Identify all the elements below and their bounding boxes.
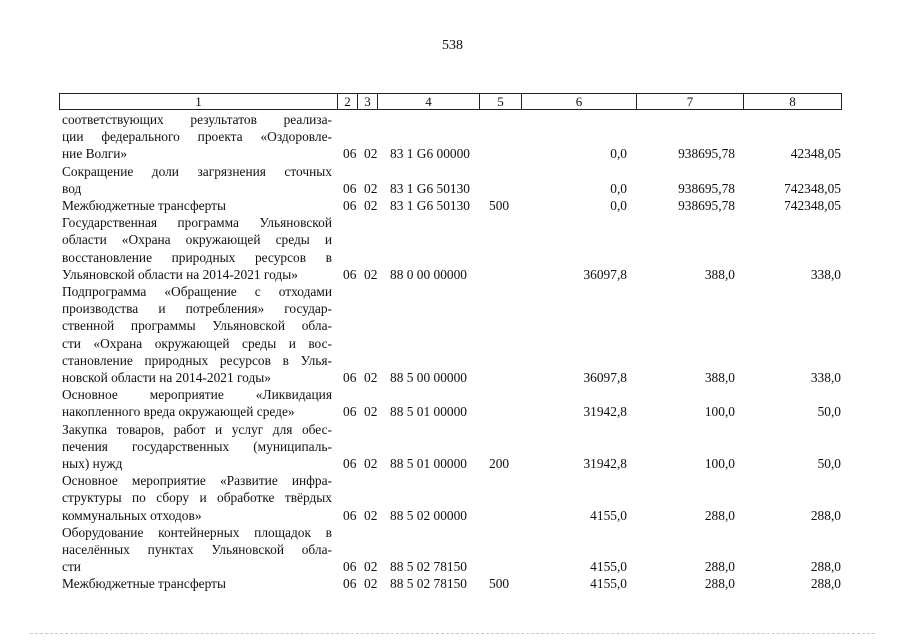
row-name-line: сти xyxy=(62,559,81,575)
subsection-code: 02 xyxy=(364,576,378,592)
row-name-line: Межбюджетные трансферты xyxy=(62,576,226,592)
table-row xyxy=(0,111,905,163)
row-name-line: ных) нужд xyxy=(62,456,123,472)
amount-col-7: 288,0 xyxy=(704,559,735,575)
row-values xyxy=(0,558,905,575)
amount-col-8: 288,0 xyxy=(810,576,841,592)
table-row xyxy=(0,283,905,386)
row-name-line: коммунальных отходов» xyxy=(62,507,202,523)
row-name-line: соответствующих результатов реализа- xyxy=(62,112,332,127)
subsection-code: 02 xyxy=(364,456,378,472)
amount-col-8: 42348,05 xyxy=(790,146,841,162)
amount-col-8: 288,0 xyxy=(810,507,841,523)
target-article-code: 88 5 00 00000 xyxy=(390,370,467,386)
amount-col-6: 31942,8 xyxy=(583,404,627,420)
table-row xyxy=(0,421,905,473)
column-header-table xyxy=(59,93,842,110)
table-row xyxy=(0,524,905,576)
amount-col-8: 50,0 xyxy=(817,456,841,472)
row-name-line: ние Волги» xyxy=(62,146,128,162)
amount-col-7: 388,0 xyxy=(704,266,735,282)
subsection-code: 02 xyxy=(364,266,378,282)
row-values xyxy=(0,455,905,472)
subsection-code: 02 xyxy=(364,404,378,420)
target-article-code: 83 1 G6 50130 xyxy=(390,180,470,196)
subsection-code: 02 xyxy=(364,507,378,523)
amount-col-7: 288,0 xyxy=(704,576,735,592)
expense-type-code: 500 xyxy=(489,576,510,592)
subsection-code: 02 xyxy=(364,198,378,214)
row-name-line: становление природных ресурсов в Улья- xyxy=(62,352,332,368)
row-name-line: Основное мероприятие «Ликвидация xyxy=(62,387,332,403)
amount-col-7: 288,0 xyxy=(704,507,735,523)
column-header-2: 2 xyxy=(338,94,358,110)
section-code: 06 xyxy=(343,146,357,162)
row-name-line: области «Охрана окружающей среды и xyxy=(62,232,332,248)
amount-col-7: 100,0 xyxy=(704,456,735,472)
target-article-code: 88 5 01 00000 xyxy=(390,404,467,420)
table-row xyxy=(0,472,905,524)
row-name-line: населённых пунктах Ульяновской обла- xyxy=(62,542,332,558)
row-name-line: восстановление природных ресурсов в xyxy=(62,249,332,265)
row-name-line: печения государственных (муниципаль- xyxy=(62,438,332,454)
row-name-line: сти «Охрана окружающей среды и вос- xyxy=(62,335,332,351)
amount-col-7: 938695,78 xyxy=(678,198,735,214)
row-values xyxy=(0,507,905,524)
target-article-code: 88 5 01 00000 xyxy=(390,456,467,472)
amount-col-7: 100,0 xyxy=(704,404,735,420)
row-name-line: Подпрограмма «Обращение с отходами xyxy=(62,284,332,300)
amount-col-6: 4155,0 xyxy=(590,507,627,523)
amount-col-6: 36097,8 xyxy=(583,370,627,386)
amount-col-6: 36097,8 xyxy=(583,266,627,282)
row-name-line: Оборудование контейнерных площадок в xyxy=(62,524,332,540)
amount-col-7: 388,0 xyxy=(704,370,735,386)
row-name-line: ции федерального проекта «Оздоровле- xyxy=(62,129,332,145)
row-values xyxy=(0,197,905,214)
amount-col-8: 338,0 xyxy=(810,370,841,386)
page-number: 538 xyxy=(442,38,463,53)
row-name-line: Основное мероприятие «Развитие инфра- xyxy=(62,473,332,489)
subsection-code: 02 xyxy=(364,146,378,162)
row-name-line: Государственная программа Ульяновской xyxy=(62,215,332,231)
row-values xyxy=(0,369,905,386)
amount-col-6: 0,0 xyxy=(610,198,627,214)
target-article-code: 83 1 G6 00000 xyxy=(390,146,470,162)
section-code: 06 xyxy=(343,507,357,523)
budget-table-body xyxy=(0,111,905,593)
row-name-line: производства и потребления» государ- xyxy=(62,301,332,317)
section-code: 06 xyxy=(343,559,357,575)
column-header-8: 8 xyxy=(744,94,842,110)
subsection-code: 02 xyxy=(364,370,378,386)
amount-col-7: 938695,78 xyxy=(678,146,735,162)
table-row xyxy=(0,197,905,214)
column-header-1: 1 xyxy=(60,94,338,110)
target-article-code: 88 5 02 78150 xyxy=(390,576,467,592)
amount-col-6: 4155,0 xyxy=(590,559,627,575)
row-name-line: Сокращение доли загрязнения сточных xyxy=(62,163,332,179)
column-header-row xyxy=(60,94,842,110)
row-name-line: ственной программы Ульяновской обла- xyxy=(62,318,332,334)
amount-col-6: 4155,0 xyxy=(590,576,627,592)
expense-type-code: 200 xyxy=(489,456,510,472)
section-code: 06 xyxy=(343,370,357,386)
table-row xyxy=(0,214,905,283)
table-row xyxy=(0,163,905,197)
row-name-line: структуры по сбору и обработке твёрдых xyxy=(62,490,332,506)
row-name-line: Закупка товаров, работ и услуг для обес- xyxy=(62,421,332,437)
table-row xyxy=(0,575,905,592)
column-header-7: 7 xyxy=(637,94,744,110)
amount-col-8: 742348,05 xyxy=(784,198,841,214)
row-values xyxy=(0,266,905,283)
expense-type-code: 500 xyxy=(489,198,510,214)
target-article-code: 88 5 02 78150 xyxy=(390,559,467,575)
section-code: 06 xyxy=(343,180,357,196)
column-header-4: 4 xyxy=(378,94,480,110)
table-row xyxy=(0,386,905,420)
target-article-code: 88 0 00 00000 xyxy=(390,266,467,282)
section-code: 06 xyxy=(343,198,357,214)
row-values xyxy=(0,180,905,197)
section-code: 06 xyxy=(343,576,357,592)
amount-col-8: 50,0 xyxy=(817,404,841,420)
column-header-3: 3 xyxy=(358,94,378,110)
amount-col-6: 0,0 xyxy=(610,146,627,162)
section-code: 06 xyxy=(343,456,357,472)
column-header-5: 5 xyxy=(480,94,522,110)
target-article-code: 83 1 G6 50130 xyxy=(390,198,470,214)
amount-col-8: 742348,05 xyxy=(784,180,841,196)
row-name-line: новской области на 2014-2021 годы» xyxy=(62,370,271,386)
amount-col-7: 938695,78 xyxy=(678,180,735,196)
row-name-line: Ульяновской области на 2014-2021 годы» xyxy=(62,266,298,282)
target-article-code: 88 5 02 00000 xyxy=(390,507,467,523)
section-code: 06 xyxy=(343,404,357,420)
row-name-line: Межбюджетные трансферты xyxy=(62,198,226,214)
row-values xyxy=(0,145,905,162)
row-values xyxy=(0,403,905,420)
row-name-line: накопленного вреда окружающей среде» xyxy=(62,404,295,420)
amount-col-8: 288,0 xyxy=(810,559,841,575)
amount-col-6: 0,0 xyxy=(610,180,627,196)
subsection-code: 02 xyxy=(364,559,378,575)
amount-col-8: 338,0 xyxy=(810,266,841,282)
amount-col-6: 31942,8 xyxy=(583,456,627,472)
section-code: 06 xyxy=(343,266,357,282)
column-header-6: 6 xyxy=(522,94,637,110)
row-name-line: вод xyxy=(62,180,82,196)
subsection-code: 02 xyxy=(364,180,378,196)
row-values xyxy=(0,576,905,593)
scan-edge-artifact xyxy=(30,633,875,635)
